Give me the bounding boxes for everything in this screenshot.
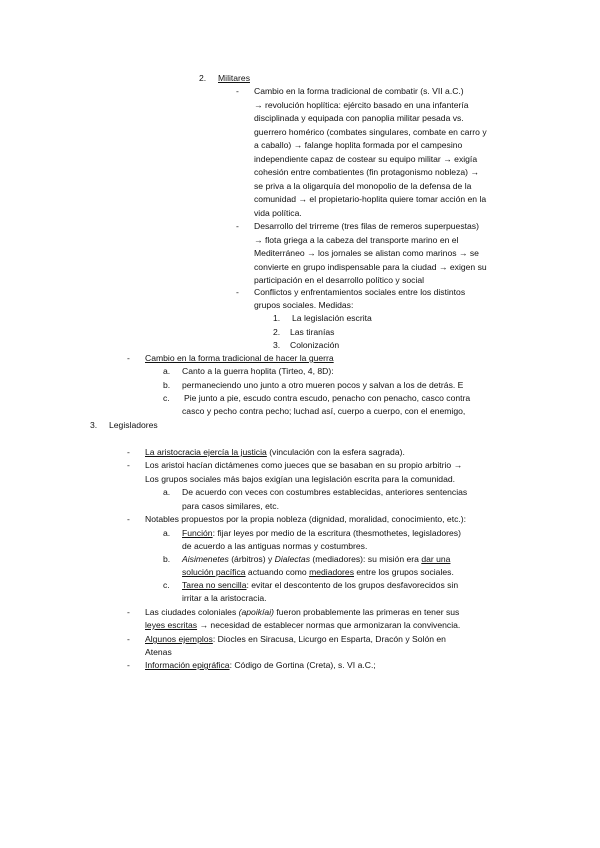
list-letter: c. xyxy=(163,393,170,403)
list-item: La legislación escrita xyxy=(292,313,372,323)
bullet-dash: - xyxy=(127,353,130,363)
list-item: Función: fijar leyes por medio de la escritura (thesmothetes, legisladores) xyxy=(182,528,461,538)
text-line: Conflictos y enfrentamientos sociales entre los distintos xyxy=(254,287,466,297)
text-line: Cambio en la forma tradicional de combatir (s. VII a.C.) xyxy=(254,86,464,96)
text-line: vida política. xyxy=(254,208,302,218)
bullet-dash: - xyxy=(127,514,130,524)
list-item: solución pacífica actuando como mediadores entre los grupos sociales. xyxy=(182,567,454,577)
text-line: La aristocracia ejercía la justicia (vinculación con la esfera sagrada). xyxy=(145,447,405,457)
list-item: de acuerdo a las antiguas normas y costumbres. xyxy=(182,541,368,551)
list-item: Colonización xyxy=(290,340,340,350)
text-line: Los grupos sociales más bajos exigían una legislación escrita para la comunidad. xyxy=(145,474,456,484)
text-line: Desarrollo del trirreme (tres filas de remeros superpuestas) xyxy=(254,221,479,231)
text-line: se priva a la oligarquía del monopolio de la defensa de la xyxy=(254,181,472,191)
list-item: para casos similares, etc. xyxy=(182,501,279,511)
bullet-dash: - xyxy=(127,607,130,617)
list-item: Canto a la guerra hoplita (Tirteo, 4, 8D): xyxy=(182,366,334,376)
text-line: → revolución hoplítica: ejército basado en una infantería xyxy=(254,100,469,110)
list-item: De acuerdo con veces con costumbres establecidas, anteriores sentencias xyxy=(182,487,468,497)
text-line: → flota griega a la cabeza del transporte marino en el xyxy=(254,235,459,245)
text-line: Algunos ejemplos: Diocles en Siracusa, Licurgo en Esparta, Dracón y Solón en xyxy=(145,634,446,644)
text-line: Las ciudades coloniales (apoikíai) fueron probablemente las primeras en tener sus xyxy=(145,607,460,617)
text-line: independiente capaz de costear su equipo militar → exigía xyxy=(254,154,478,164)
text-line: disciplinada y equipada con panoplia militar pesada vs. xyxy=(254,113,464,123)
text-line: convierte en grupo indispensable para la ciudad → exigen su xyxy=(254,262,487,272)
bullet-dash: - xyxy=(236,221,239,231)
bullet-dash: - xyxy=(127,460,130,470)
section-title-legisladores: Legisladores xyxy=(109,420,158,430)
bullet-dash: - xyxy=(236,287,239,297)
list-item: Tarea no sencilla: evitar el descontento de los grupos desfavorecidos sin xyxy=(182,580,459,590)
bullet-dash: - xyxy=(127,660,130,670)
list-number: 2. xyxy=(273,327,281,337)
text-line: Notables propuestos por la propia nobleza (dignidad, moralidad, conocimiento, etc.): xyxy=(145,514,467,524)
subsection-title-guerra: Cambio en la forma tradicional de hacer la guerra xyxy=(145,353,334,363)
list-item: Aisimenetes (árbitros) y Dialectas (mediadores): su misión era dar una xyxy=(182,554,451,564)
section-title-militares: Militares xyxy=(218,73,250,83)
list-item: irritar a la aristocracia. xyxy=(182,593,267,603)
list-item: Pie junto a pie, escudo contra escudo, penacho con penacho, casco contra xyxy=(184,393,471,403)
list-item: casco y pecho contra pecho; luchad así, cuerpo a cuerpo, con el enemigo, xyxy=(182,406,466,416)
list-letter: b. xyxy=(163,554,171,564)
section-number: 2. xyxy=(199,73,207,83)
list-letter: b. xyxy=(163,380,171,390)
list-number: 1. xyxy=(273,313,281,323)
bullet-dash: - xyxy=(127,447,130,457)
list-letter: a. xyxy=(163,528,171,538)
list-number: 3. xyxy=(273,340,281,350)
text-line: Información epigráfica: Código de Gortina (Creta), s. VI a.C.; xyxy=(145,660,376,670)
text-line: guerrero homérico (combates singulares, combate en carro y xyxy=(254,127,487,137)
text-line: Atenas xyxy=(145,647,172,657)
list-item: Las tiranías xyxy=(290,327,335,337)
list-letter: c. xyxy=(163,580,170,590)
text-line: cohesión entre combatientes (fin protagonismo nobleza) → xyxy=(254,167,479,177)
bullet-dash: - xyxy=(236,86,239,96)
text-line: leyes escritas → necesidad de establecer normas que armonizaran la convivencia. xyxy=(145,620,461,630)
text-line: grupos sociales. Medidas: xyxy=(254,300,354,310)
list-letter: a. xyxy=(163,366,171,376)
list-letter: a. xyxy=(163,487,171,497)
text-line: participación en el desarrollo político y social xyxy=(254,275,425,285)
text-line: comunidad → el propietario-hoplita quiere tomar acción en la xyxy=(254,194,487,204)
bullet-dash: - xyxy=(127,634,130,644)
list-item: permaneciendo uno junto a otro mueren pocos y salvan a los de detrás. E xyxy=(182,380,464,390)
text-line: Mediterráneo → los jornales se alistan como marinos → se xyxy=(254,248,479,258)
text-line: Los aristoi hacían dictámenes como jueces que se basaban en su propio arbitrio → xyxy=(145,460,463,470)
section-number: 3. xyxy=(90,420,98,430)
text-line: a caballo) → falange hoplita formada por el campesino xyxy=(254,140,463,150)
